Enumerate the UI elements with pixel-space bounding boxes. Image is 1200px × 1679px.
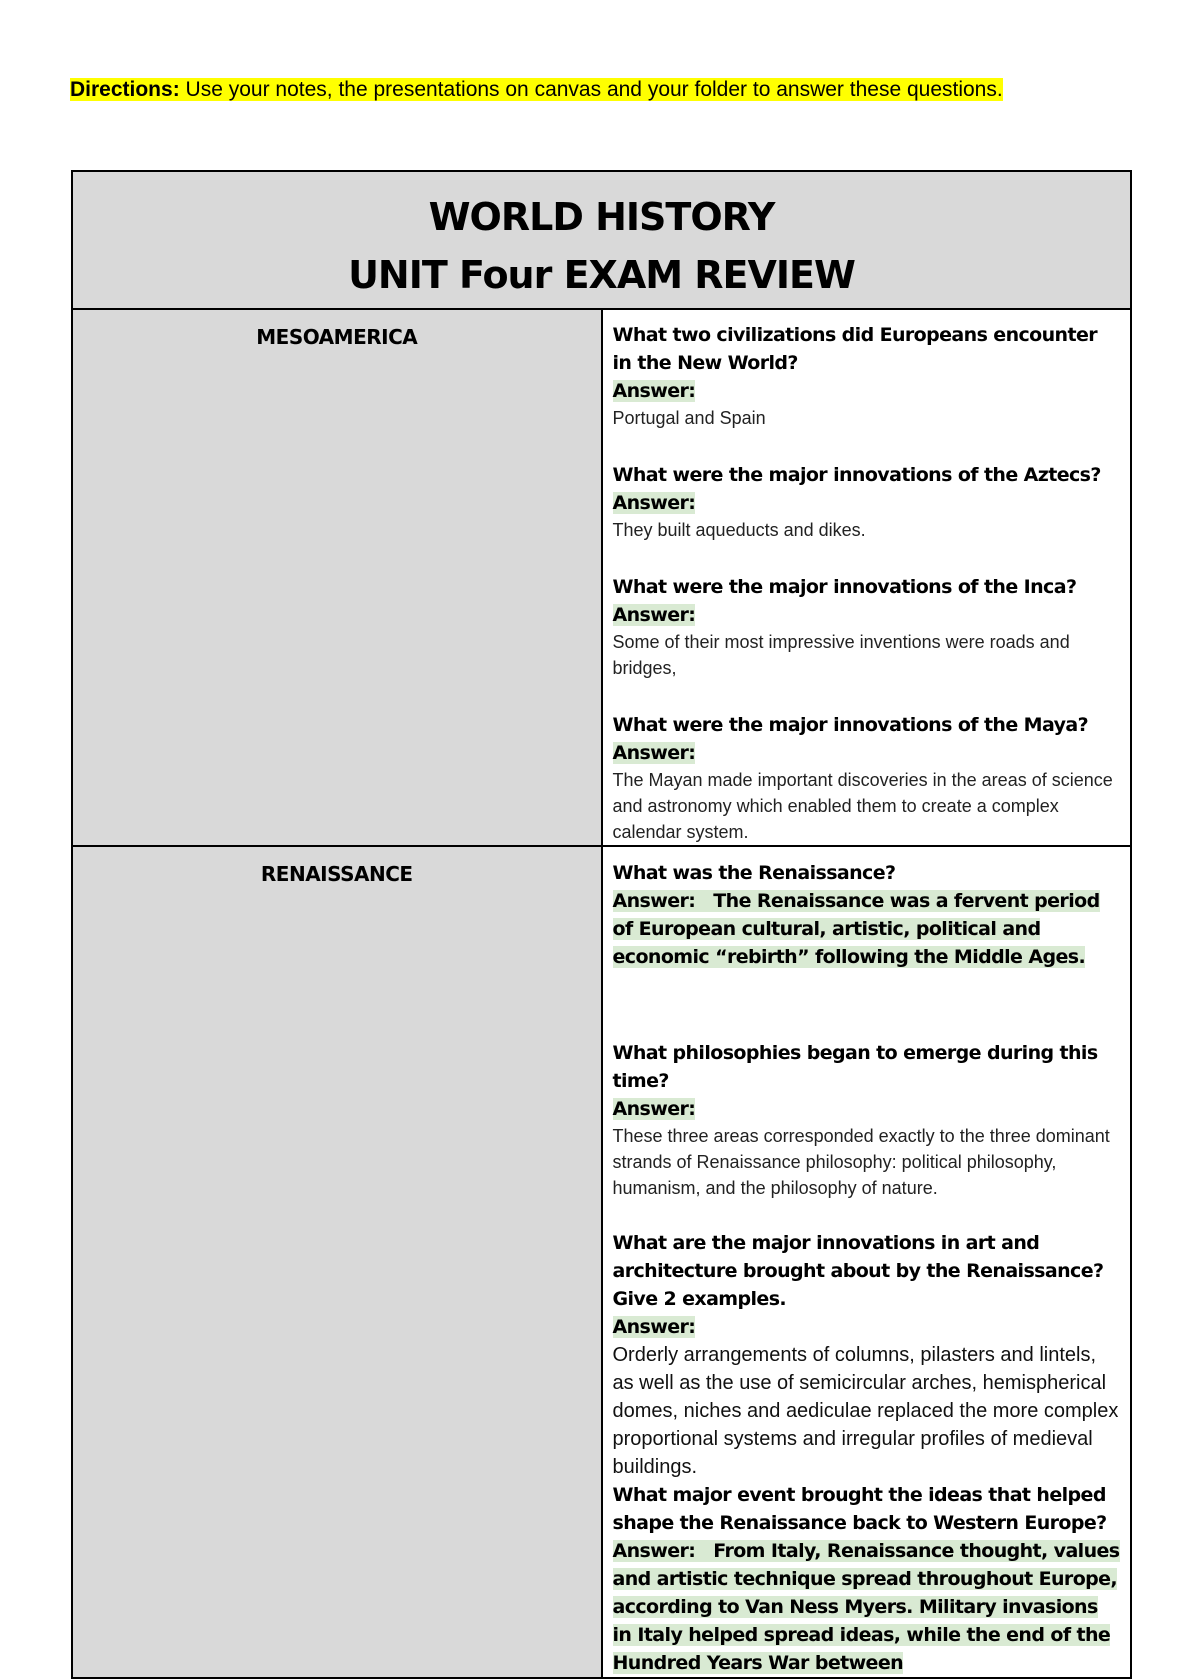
table-header (72, 171, 1131, 309)
answer-label: Answer: (612, 1540, 696, 1562)
directions-text: Use your notes, the presentations on canvas and your folder to answer these questions. (185, 78, 1003, 101)
answer-text: From Italy, Renaissance thought, values and artistic technique spread throughout Europe, according to Van Ness Myers. Military invasions in Italy helped spread ideas, while the end of the Hundred Years War between (612, 1540, 1120, 1674)
answer-label: Answer: (612, 742, 696, 764)
answer-label: Answer: (612, 604, 696, 626)
question: What was the Renaissance? (612, 862, 896, 884)
page-title: WORLD HISTORY (428, 195, 775, 239)
answer-label: Answer: (612, 1098, 696, 1120)
question: What were the major innovations of the Aztecs? (612, 464, 1101, 486)
page-subtitle: UNIT Four EXAM REVIEW (348, 253, 855, 297)
section-label-cell (72, 846, 602, 1678)
answer-label: Answer: (612, 492, 696, 514)
answer-text: The Mayan made important discoveries in the areas of science and astronomy which enabled them to create a complex calendar system. (612, 770, 1113, 842)
section-label-cell (72, 309, 602, 846)
question: What philosophies began to emerge during this time? (612, 1042, 1098, 1092)
answer-highlight (613, 890, 1100, 968)
directions-label: Directions: (70, 78, 180, 101)
question: What are the major innovations in art and architecture brought about by the Renaissance? Give 2 examples. (612, 1232, 1104, 1310)
section-content (602, 846, 1132, 1678)
question: What were the major innovations of the Maya? (612, 714, 1089, 736)
question: What were the major innovations of the Inca? (612, 576, 1077, 598)
section-name: RENAISSANCE (260, 862, 413, 886)
section-content (602, 309, 1132, 846)
answer-text: They built aqueducts and dikes. (612, 520, 866, 540)
table-row (72, 846, 1131, 1678)
question: What major event brought the ideas that helped shape the Renaissance back to Western Europe? (612, 1484, 1107, 1534)
answer-text: Some of their most impressive inventions were roads and bridges, (612, 632, 1070, 678)
answer-highlight (613, 1540, 1120, 1674)
directions-highlight (70, 78, 1003, 101)
directions (70, 72, 1060, 107)
answer-text: Orderly arrangements of columns, pilasters and lintels, as well as the use of semicircular arches, hemispherical domes, niches and aediculae replaced the more complex proportional systems and irregular profiles of medieval buildings. (612, 1344, 1119, 1478)
answer-text: Portugal and Spain (612, 408, 766, 428)
answer-text: The Renaissance was a fervent period of European cultural, artistic, political and economic “rebirth” following the Middle Ages. (612, 890, 1100, 968)
review-table (71, 170, 1132, 1679)
answer-label: Answer: (612, 1316, 696, 1338)
answer-label: Answer: (612, 890, 696, 912)
answer-label: Answer: (612, 380, 696, 402)
table-row (72, 309, 1131, 846)
section-name: MESOAMERICA (256, 325, 418, 349)
answer-text: These three areas corresponded exactly to the three dominant strands of Renaissance philosophy: political philosophy, humanism, and the philosophy of nature. (612, 1126, 1110, 1198)
question: What two civilizations did Europeans encounter in the New World? (612, 324, 1098, 374)
